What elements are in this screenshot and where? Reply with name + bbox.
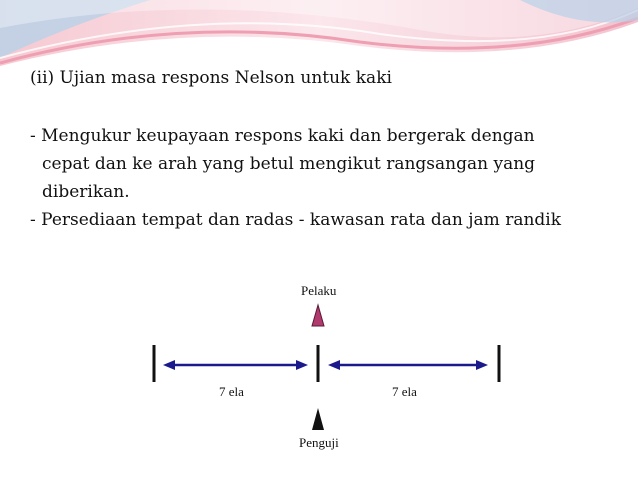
right-distance-label: 7 ela <box>392 384 417 399</box>
penguji-marker-icon <box>312 408 324 430</box>
bullet-2: - Persediaan tempat dan radas - kawasan rata dan jam randik <box>30 210 562 230</box>
left-distance-label: 7 ela <box>219 384 244 399</box>
pelaku-label: Pelaku <box>301 283 337 298</box>
pelaku-marker-icon <box>312 305 324 326</box>
left-distance-arrow <box>163 360 308 370</box>
right-distance-arrow <box>328 360 488 370</box>
slide-heading: (ii) Ujian masa respons Nelson untuk kaki <box>30 68 392 88</box>
bullet-1-line-3: diberikan. <box>42 182 130 202</box>
bullet-1-line-1: - Mengukur keupayaan respons kaki dan bergerak dengan <box>30 126 535 146</box>
bullet-1-line-2: cepat dan ke arah yang betul mengikut rangsangan yang <box>42 154 536 174</box>
penguji-label: Penguji <box>299 435 339 450</box>
